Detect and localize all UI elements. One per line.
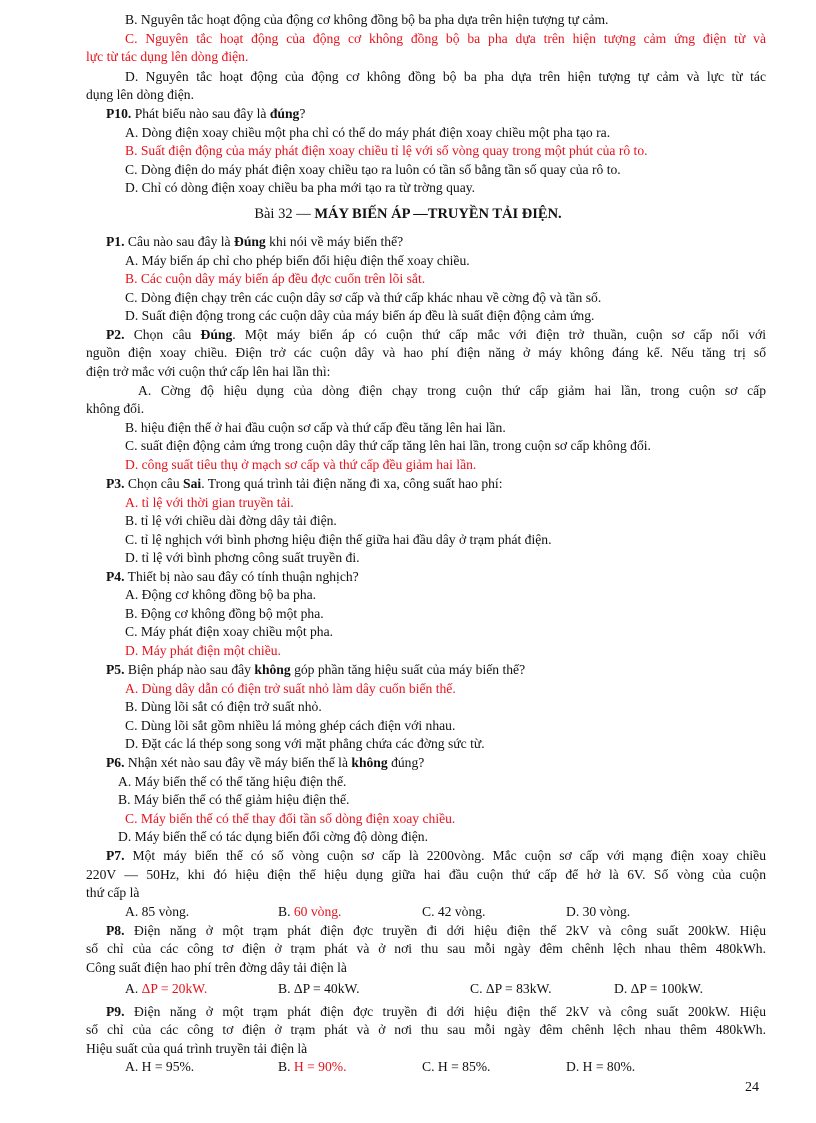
option-a-line2: không đổi.	[86, 401, 145, 416]
question-p9-line3: Hiệu suất của quá trình truyền tải điện là	[86, 1041, 308, 1056]
option-a: A. Máy biến áp chỉ cho phép biến đổi hiệu điện thế xoay chiều.	[125, 253, 470, 268]
question-p8-line2: số chỉ của các công tơ điện ở trạm phát và ở nơi thu sau mỗi ngày đêm chênh lệch nhau thêm 480kWh.	[86, 941, 766, 956]
question-number: P1.	[106, 234, 125, 249]
option-a-answer: ΔP = 20kW.	[141, 981, 208, 996]
question-p8-line1	[106, 922, 766, 940]
question-number: P10.	[106, 106, 132, 121]
option-c-answer: C. Máy biến thế có thể thay đổi tần số dòng điện xoay chiều.	[125, 811, 456, 826]
option-a-line1: A. Cờng độ hiệu dụng của dòng điện chạy trong cuộn thứ cấp giảm hai lần, trong cuộn sơ cấp	[138, 383, 766, 398]
question-text-end: . Một máy biến áp có cuộn thứ cấp mắc với điện trở thuần, cuộn sơ cấp nối với	[232, 327, 766, 342]
option-c: C. Máy phát điện xoay chiều một pha.	[125, 624, 334, 639]
question-text: Biện pháp nào sau đây	[127, 662, 251, 677]
question-number: P5.	[106, 662, 125, 677]
question-emphasis: không	[254, 662, 291, 677]
question-text: Phát biểu nào sau đây là	[134, 106, 267, 121]
question-p8-line3: Công suất điện hao phí trên đờng dây tải điện là	[86, 960, 347, 975]
option-c: C. 42 vòng.	[422, 904, 486, 919]
option-letter: A.	[125, 981, 139, 996]
option-a: A. 85 vòng.	[125, 904, 190, 919]
option-c: C. Dòng điện do máy phát điện xoay chiều tạo ra luôn có tần số bằng tần số quay của rô to.	[125, 162, 621, 177]
question-number: P3.	[106, 476, 125, 491]
question-p2-line3: điện trở mắc với cuộn thứ cấp lên hai lần thì:	[86, 364, 331, 379]
option-b: B. Máy biến thế có thể giảm hiệu điện thế.	[118, 792, 350, 807]
option-a-answer: A. tỉ lệ với thời gian truyền tải.	[125, 495, 294, 510]
option-b: B. Dùng lõi sắt có điện trở suất nhỏ.	[125, 699, 322, 714]
option-c: C. tỉ lệ nghịch với bình phơng hiệu điện thế giữa hai đầu dây ở trạm phát điện.	[125, 532, 552, 547]
option-b-answer: B. Suất điện động của máy phát điện xoay chiều tỉ lệ với số vòng quay trong một phút của rô to.	[125, 143, 648, 158]
option-c: C. H = 85%.	[422, 1059, 491, 1074]
option-d-answer: D. công suất tiêu thụ ở mạch sơ cấp và thứ cấp đều giảm hai lần.	[125, 457, 477, 472]
option-d-answer: D. Máy phát điện một chiều.	[125, 643, 281, 658]
option-b: B. tỉ lệ với chiều dài đờng dây tải điện.	[125, 513, 337, 528]
option-c: C. Dùng lõi sắt gồm nhiều lá mỏng ghép cách điện với nhau.	[125, 718, 456, 733]
option-b-row	[278, 1058, 346, 1076]
question-p7-line1	[106, 847, 766, 865]
option-b-row	[278, 903, 341, 921]
lesson-number: Bài 32 —	[254, 206, 311, 222]
question-p2-line2: nguồn điện xoay chiều. Điện trở các cuộn dây và hao phí điện năng ở máy không đáng kể. Nếu tăng trị số	[86, 345, 766, 360]
option-a-answer: A. Dùng dây dẫn có điện trở suất nhỏ làm dây cuốn biến thế.	[125, 681, 456, 696]
question-text-end: . Trong quá trình tải điện năng đi xa, công suất hao phí:	[201, 476, 503, 491]
option-a: A. Dòng điện xoay chiều một pha chỉ có thể do máy phát điện xoay chiều một pha tạo ra.	[125, 125, 611, 140]
option-d: D. Chỉ có dòng điện xoay chiều ba pha mới tạo ra từ trờng quay.	[125, 180, 476, 195]
option-a: A. Động cơ không đồng bộ ba pha.	[125, 587, 317, 602]
prev-option-c-line1: C. Nguyên tắc hoạt động của động cơ không đồng bộ ba pha dựa trên hiện tượng cảm ứng điện từ và	[125, 31, 766, 46]
question-text: Điện năng ở một trạm phát điện đợc truyền đi dới hiệu điện thế 2kV và công suất 200kW. Hiệu	[133, 923, 766, 938]
question-p9-line2: số chỉ của các công tơ điện ở trạm phát và ở nơi thu sau mỗi ngày đêm chênh lệch nhau thêm 480kWh.	[86, 1022, 766, 1037]
prev-option-b: B. Nguyên tắc hoạt động của động cơ không đồng bộ ba pha dựa trên hiện tượng tự cảm.	[125, 12, 609, 27]
option-d: D. H = 80%.	[566, 1059, 636, 1074]
question-p3	[106, 475, 502, 493]
question-emphasis: Sai	[183, 476, 202, 491]
question-p6	[106, 754, 424, 772]
lesson-title	[0, 206, 816, 223]
question-text: Điện năng ở một trạm phát điện đợc truyền đi dới hiệu điện thế 2kV và công suất 200kW. Hiệu	[133, 1004, 766, 1019]
prev-option-d-line2: dụng lên dòng điện.	[86, 87, 194, 102]
question-number: P6.	[106, 755, 125, 770]
question-number: P4.	[106, 569, 125, 584]
option-d: D. Máy biến thế có tác dụng biến đổi cờng độ dòng điện.	[118, 829, 428, 844]
option-c: C. ΔP = 83kW.	[470, 981, 552, 996]
question-text-end: ?	[299, 106, 306, 121]
question-number: P9.	[106, 1004, 125, 1019]
option-letter: B.	[278, 1059, 291, 1074]
option-a: A. H = 95%.	[125, 1059, 195, 1074]
option-b: B. Động cơ không đồng bộ một pha.	[125, 606, 324, 621]
option-a: A. Máy biến thế có thể tăng hiệu điện thế.	[118, 774, 347, 789]
question-text: Chọn câu	[127, 476, 180, 491]
question-number: P8.	[106, 923, 125, 938]
question-text: Nhận xét nào sau đây về máy biến thế là	[127, 755, 348, 770]
option-d: D. Suất điện động trong các cuộn dây của máy biến áp đều là suất điện động cảm ứng.	[125, 308, 595, 323]
question-text: Thiết bị nào sau đây có tính thuận nghịch?	[127, 569, 359, 584]
prev-option-d-line1: D. Nguyên tắc hoạt động của động cơ không đồng bộ ba pha dựa trên hiện tượng tự cảm và lực từ tác	[125, 69, 766, 84]
option-d: D. Đặt các lá thép song song với mặt phẳng chứa các đờng sức từ.	[125, 736, 485, 751]
lesson-heading: MÁY BIẾN ÁP —TRUYỀN TẢI ĐIỆN.	[314, 206, 562, 222]
option-c: C. Dòng điện chạy trên các cuộn dây sơ cấp và thứ cấp khác nhau về cờng độ và tần số.	[125, 290, 602, 305]
question-p7-line3: thứ cấp là	[86, 885, 140, 900]
question-text: Chọn câu	[133, 327, 192, 342]
question-p4	[106, 568, 359, 586]
question-p5	[106, 661, 525, 679]
option-d: D. 30 vòng.	[566, 904, 631, 919]
question-p9-line1	[106, 1003, 766, 1021]
question-emphasis: Đúng	[234, 234, 266, 249]
question-number: P2.	[106, 327, 125, 342]
question-emphasis: không	[351, 755, 388, 770]
question-p10	[106, 105, 305, 123]
question-p7-line2: 220V — 50Hz, khi đó hiệu điện thế hiệu dụng giữa hai đầu cuộn thứ cấp để hở là 6V. Số vòng của cuộn	[86, 867, 766, 882]
question-text-end: góp phần tăng hiệu suất của máy biến thế?	[294, 662, 526, 677]
option-c: C. suất điện động cảm ứng trong cuộn dây thứ cấp tăng lên hai lần, trong cuộn sơ cấp không đổi.	[125, 438, 651, 453]
question-text-end: đúng?	[391, 755, 425, 770]
question-text: Một máy biến thế có số vòng cuộn sơ cấp là 2200vòng. Mắc cuộn sơ cấp với mạng điện xoay chiều	[132, 848, 766, 863]
prev-option-c-line2: lực từ tác dụng lên dòng điện.	[86, 49, 249, 64]
option-d: D. ΔP = 100kW.	[614, 981, 704, 996]
option-b-answer: H = 90%.	[293, 1059, 347, 1074]
question-emphasis: Đúng	[200, 327, 233, 342]
question-number: P7.	[106, 848, 125, 863]
question-p2-line1	[106, 326, 766, 344]
question-text-end: khi nói về máy biến thế?	[269, 234, 404, 249]
question-text: Câu nào sau đây là	[127, 234, 231, 249]
option-d: D. tỉ lệ với bình phơng công suất truyền đi.	[125, 550, 360, 565]
question-p1	[106, 233, 403, 251]
option-b-answer: B. Các cuộn dây máy biến áp đều đợc cuốn trên lõi sắt.	[125, 271, 426, 286]
option-b: B. ΔP = 40kW.	[278, 981, 360, 996]
option-b-answer: 60 vòng.	[293, 904, 342, 919]
option-b: B. hiệu điện thế ở hai đầu cuộn sơ cấp và thứ cấp đều tăng lên hai lần.	[125, 420, 506, 435]
option-a-row	[125, 980, 207, 998]
question-emphasis: đúng	[269, 106, 300, 121]
page-number: 24	[745, 1080, 759, 1095]
option-letter: B.	[278, 904, 291, 919]
